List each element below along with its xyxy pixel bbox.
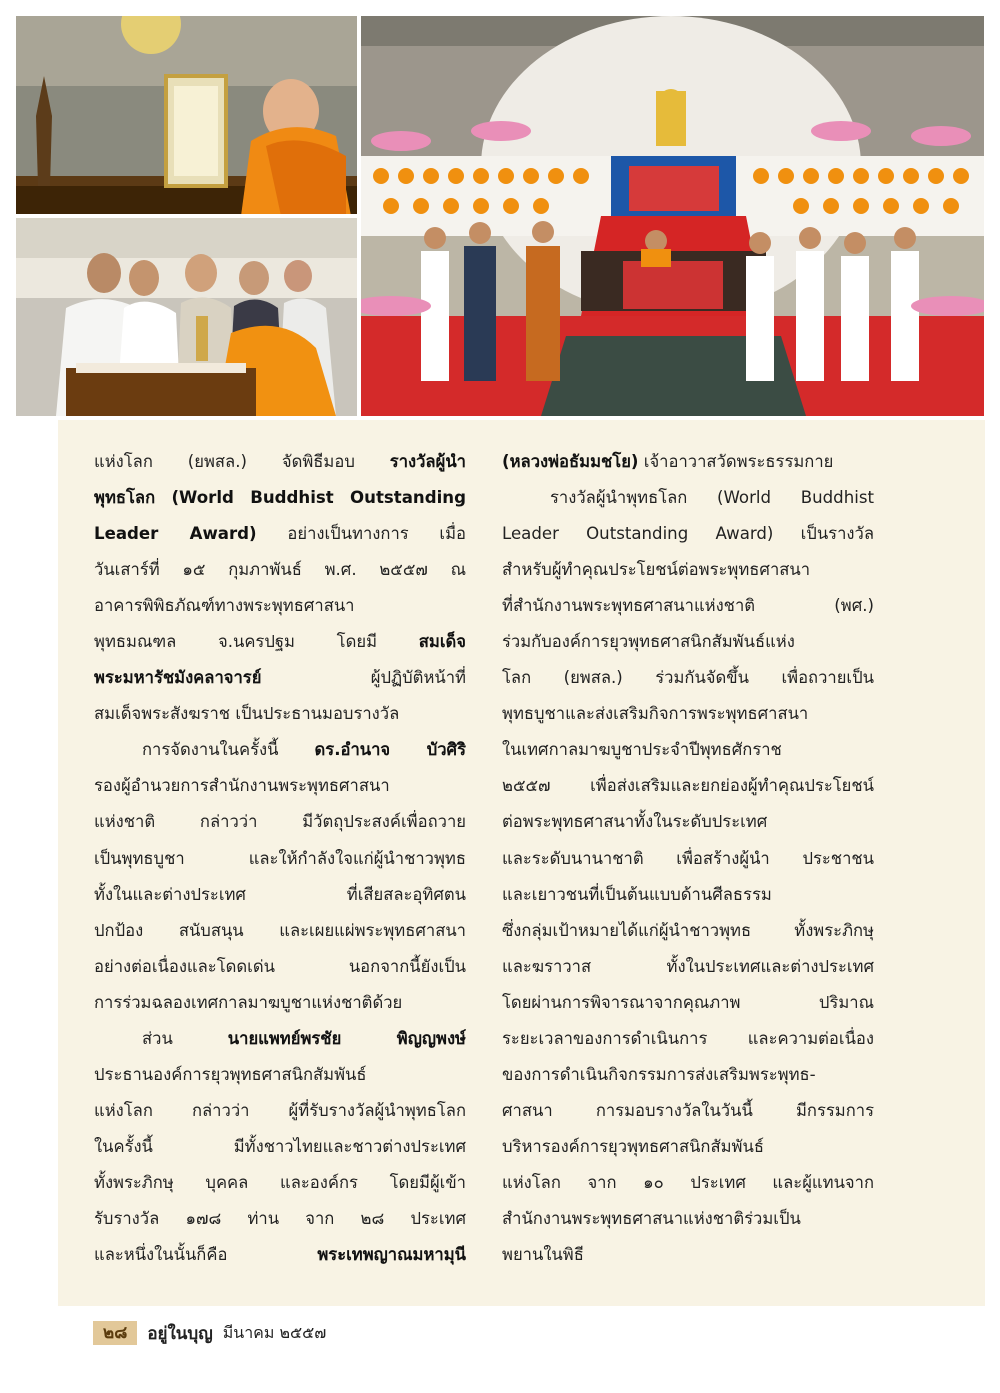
text-line: พระมหารัชมังคลาจารย์ ผู้ปฏิบัติหน้าที่ — [94, 668, 466, 688]
text-line: ของการดำเนินกิจกรรมการส่งเสริมพระพุทธ- — [502, 1064, 816, 1084]
issue-date: มีนาคม ๒๕๕๗ — [222, 1322, 327, 1342]
text-line: ทั้งพระภิกษุ บุคคล และองค์กร โดยมีผู้เข้า — [94, 1172, 466, 1192]
article-text-panel — [58, 420, 985, 1306]
photo-monk-with-certificate — [16, 16, 357, 214]
text-line: ในเทศกาลมาฆบูชาประจำปีพุทธศักราช — [502, 740, 782, 760]
text-line: รองผู้อำนวยการสำนักงานพระพุทธศาสนา — [94, 776, 390, 796]
text-line: พยานในพิธี — [502, 1245, 584, 1265]
text-line: (หลวงพ่อธัมมชโย) เจ้าอาวาสวัดพระธรรมกาย — [502, 452, 834, 471]
text-line: บริหารองค์การยุวพุทธศาสนิกสัมพันธ์ — [502, 1136, 764, 1156]
text-line: แห่งโลก กล่าวว่า ผู้ที่รับรางวัลผู้นำพุทธโลก — [94, 1100, 466, 1120]
text-line: และระดับนานาชาติ เพื่อสร้างผู้นำ ประชาชน — [502, 848, 874, 868]
text-line: สมเด็จพระสังฆราช เป็นประธานมอบรางวัล — [94, 704, 400, 724]
text-line: แห่งโลก จาก ๑๐ ประเทศ และผู้แทนจาก — [502, 1172, 874, 1192]
text-line: ต่อพระพุทธศาสนาทั้งในระดับประเทศ — [502, 812, 768, 832]
text-line: และฆราวาส ทั้งในประเทศและต่างประเทศ — [502, 956, 874, 976]
magazine-name: อยู่ในบุญ — [147, 1323, 213, 1344]
text-line: พุทธมณฑล จ.นครปฐม โดยมี สมเด็จ — [94, 632, 466, 652]
text-line: ประธานองค์การยุวพุทธศาสนิกสัมพันธ์ — [94, 1064, 367, 1084]
text-line: ศาสนา การมอบรางวัลในวันนี้ มีกรรมการ — [502, 1100, 874, 1120]
text-line: รางวัลผู้นำพุทธโลก (World Buddhist — [550, 488, 874, 508]
text-line: พุทธบูชาและส่งเสริมกิจการพระพุทธศาสนา — [502, 704, 809, 724]
text-line: ทั้งในและต่างประเทศ ที่เสียสละอุทิศตน — [94, 884, 466, 904]
text-line: สำหรับผู้ทำคุณประโยชน์ต่อพระพุทธศาสนา — [502, 560, 811, 580]
text-line: ระยะเวลาของการดำเนินการ และความต่อเนื่อง — [502, 1028, 874, 1048]
article-column-left — [94, 444, 466, 1273]
photo-award-handover — [16, 218, 357, 416]
text-line: แห่งโลก (ยพสล.) จัดพิธีมอบ รางวัลผู้นำ — [94, 452, 466, 471]
photo-ceremony-stage — [361, 16, 984, 416]
text-line: วันเสาร์ที่ ๑๕ กุมภาพันธ์ พ.ศ. ๒๕๕๗ ณ — [94, 560, 466, 580]
text-line: ส่วน นายแพทย์พรชัย พิญญพงษ์ — [142, 1028, 466, 1048]
text-line: และเยาวชนที่เป็นต้นแบบด้านศีลธรรม — [502, 884, 772, 904]
text-line: สำนักงานพระพุทธศาสนาแห่งชาติร่วมเป็น — [502, 1208, 801, 1228]
text-line: อย่างต่อเนื่องและโดดเด่น นอกจากนี้ยังเป็น — [94, 956, 466, 976]
text-line: ร่วมกับองค์การยุวพุทธศาสนิกสัมพันธ์แห่ง — [502, 632, 795, 652]
text-line: พุทธโลก (World Buddhist Outstanding — [94, 488, 466, 508]
page-footer — [93, 1320, 326, 1346]
text-line: ในครั้งนี้ มีทั้งชาวไทยและชาวต่างประเทศ — [94, 1136, 466, 1156]
text-line: ซึ่งกลุ่มเป้าหมายได้แก่ผู้นำชาวพุทธ ทั้งพระภิกษุ — [502, 920, 874, 940]
text-line: แห่งชาติ กล่าวว่า มีวัตถุประสงค์เพื่อถวาย — [94, 812, 466, 832]
text-line: เป็นพุทธบูชา และให้กำลังใจแก่ผู้นำชาวพุทธ — [94, 848, 466, 868]
text-line: Leader Outstanding Award) เป็นรางวัล — [502, 524, 874, 544]
text-line: โลก (ยพสล.) ร่วมกันจัดขึ้น เพื่อถวายเป็น — [502, 668, 874, 688]
text-line: ที่สำนักงานพระพุทธศาสนาแห่งชาติ (พศ.) — [502, 596, 874, 616]
text-line: ปกป้อง สนับสนุน และเผยแผ่พระพุทธศาสนา — [94, 920, 466, 940]
page-number: ๒๘ — [93, 1321, 137, 1345]
text-line: และหนึ่งในนั้นก็คือ พระเทพญาณมหามุนี — [94, 1245, 466, 1265]
text-line: รับรางวัล ๑๗๘ ท่าน จาก ๒๘ ประเทศ — [94, 1208, 466, 1228]
text-line: อาคารพิพิธภัณฑ์ทางพระพุทธศาสนา — [94, 596, 355, 616]
article-column-right — [502, 444, 874, 1273]
text-line: การจัดงานในครั้งนี้ ดร.อำนาจ บัวศิริ — [142, 740, 466, 760]
text-line: การร่วมฉลองเทศกาลมาฆบูชาแห่งชาติด้วย — [94, 992, 403, 1012]
text-line: ๒๕๕๗ เพื่อส่งเสริมและยกย่องผู้ทำคุณประโยชน์ — [502, 776, 874, 796]
text-line: โดยผ่านการพิจารณาจากคุณภาพ ปริมาณ — [502, 992, 874, 1012]
text-line: Leader Award) อย่างเป็นทางการ เมื่อ — [94, 524, 466, 544]
